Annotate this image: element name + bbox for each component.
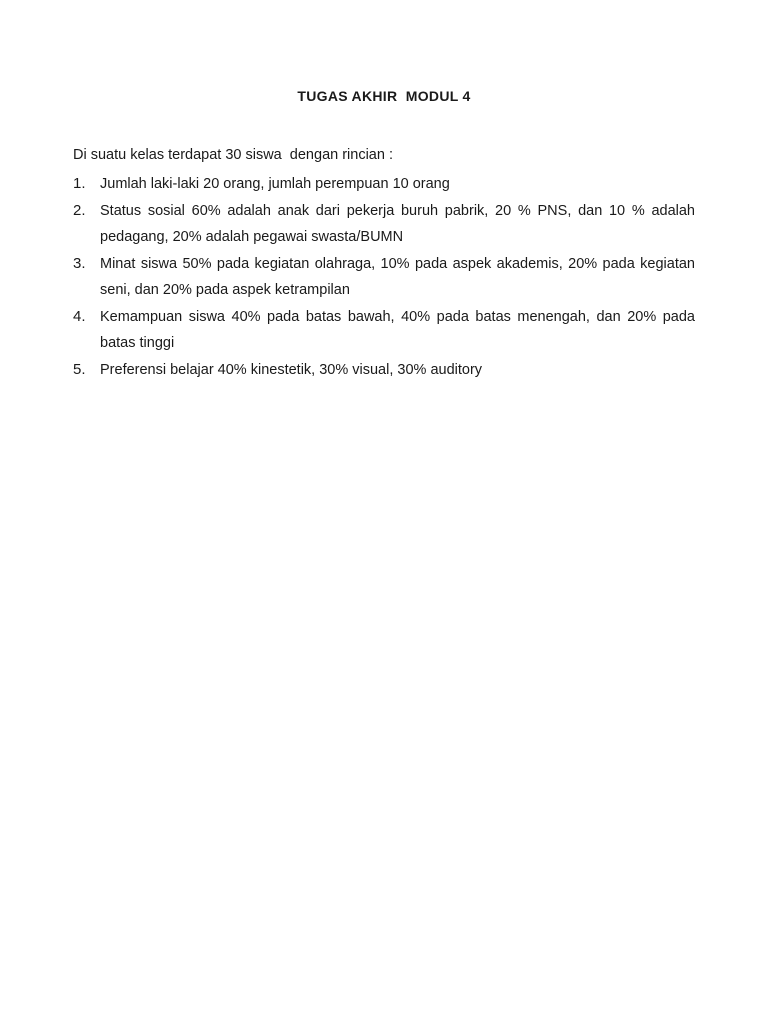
list-item-text: Minat siswa 50% pada kegiatan olahraga, 10% pada aspek akademis, 20% pada kegiatan seni, dan 20% pada aspek ketrampilan bbox=[100, 256, 695, 298]
list-item bbox=[73, 198, 695, 250]
list-item-number: 5. bbox=[73, 361, 86, 378]
list-item-text: Preferensi belajar 40% kinestetik, 30% visual, 30% auditory bbox=[100, 362, 483, 378]
list-item bbox=[73, 357, 695, 383]
list-item-text: Jumlah laki-laki 20 orang, jumlah perempuan 10 orang bbox=[100, 176, 450, 192]
intro-text: Di suatu kelas terdapat 30 siswa dengan rincian : bbox=[73, 147, 393, 163]
details-list bbox=[73, 171, 695, 384]
list-item bbox=[73, 171, 695, 197]
list-item-number: 1. bbox=[73, 175, 86, 192]
list-item-number: 2. bbox=[73, 202, 86, 219]
list-item bbox=[73, 304, 695, 356]
list-item-number: 4. bbox=[73, 308, 86, 325]
list-item-text: Kemampuan siswa 40% pada batas bawah, 40% pada batas menengah, dan 20% pada batas tinggi bbox=[100, 309, 695, 351]
list-item bbox=[73, 251, 695, 303]
list-item-text: Status sosial 60% adalah anak dari pekerja buruh pabrik, 20 % PNS, dan 10 % adalah pedagang, 20% adalah pegawai swasta/BUMN bbox=[100, 203, 695, 245]
document-title: TUGAS AKHIR MODUL 4 bbox=[297, 88, 471, 104]
list-item-number: 3. bbox=[73, 255, 86, 272]
